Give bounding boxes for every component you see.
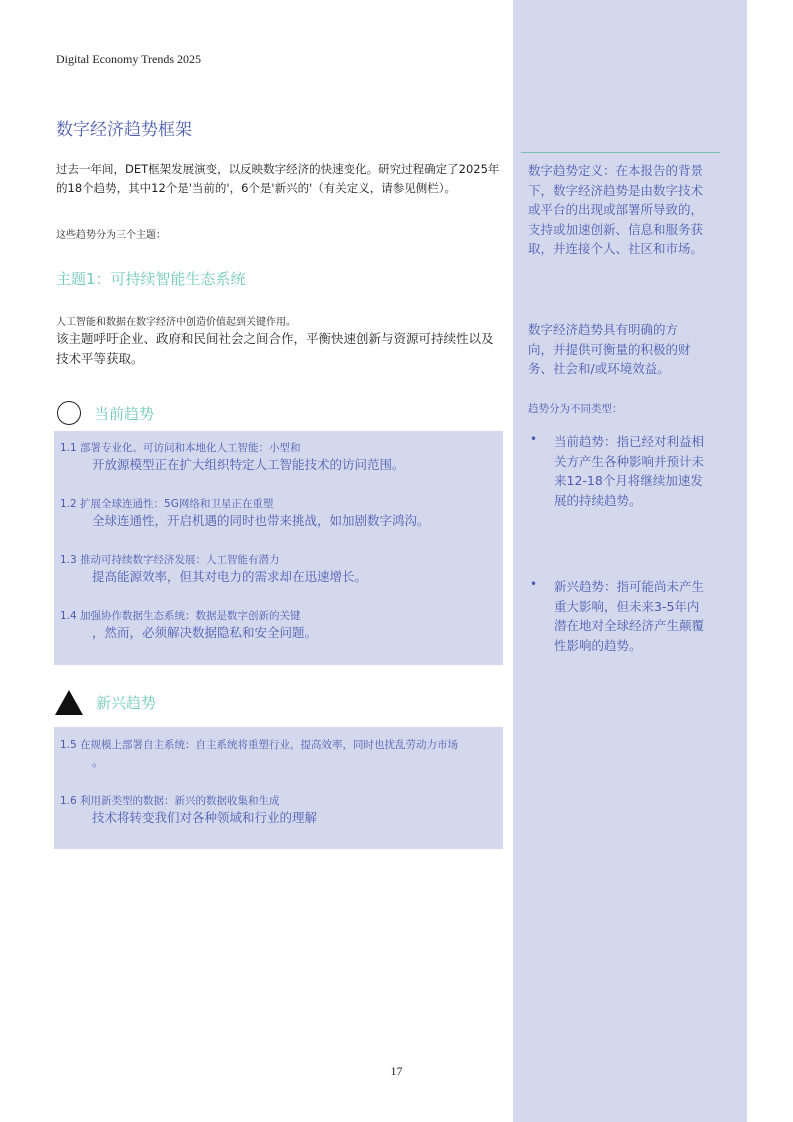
emerging-trends-label: 新兴趋势	[96, 694, 157, 712]
themes-intro: 这些趋势分为三个主题：	[56, 230, 166, 241]
trend-item	[60, 737, 495, 771]
emerging-trends-box	[54, 727, 503, 849]
current-trends-label: 当前趋势	[94, 404, 155, 423]
trend-item-body: 技术将转变我们对各种领域和行业的理解	[92, 810, 318, 825]
trend-item-body: 开放源模型正在扩大组织特定人工智能技术的访问范围。	[92, 457, 405, 472]
trend-item-body: ，然而，必须解决数据隐私和安全问题。	[92, 625, 318, 640]
bullet-icon: •	[530, 432, 538, 446]
running-header: Digital Economy Trends 2025	[56, 52, 202, 66]
sidebar-direction: 数字经济趋势具有明确的方向，并提供可衡量的积极的财务、社会和/或环境效益。	[528, 322, 691, 376]
current-trends-heading	[57, 401, 154, 425]
trend-item-heading: 1.2 扩展全球连通性：5G网络和卫星正在重塑	[60, 498, 274, 510]
intro-paragraph: 过去一年间，DET框架发展演变，以反映数字经济的快速变化。研究过程确定了2025年的18个趋势，其中12个是'当前的'，6个是'新兴的'（有关定义，请参见侧栏）。	[56, 162, 500, 195]
circle-icon	[57, 401, 81, 425]
sidebar-types-intro: 趋势分为不同类型：	[528, 403, 623, 415]
trend-item-body: 。	[92, 754, 105, 769]
trend-item	[60, 440, 495, 474]
current-trends-box	[54, 431, 503, 665]
trend-item-body: 全球连通性，开启机遇的同时也带来挑战，如加剧数字鸿沟。	[92, 513, 430, 528]
trend-item-body: 提高能源效率，但其对电力的需求却在迅速增长。	[92, 569, 368, 584]
sidebar-bullet-emerging	[530, 577, 709, 655]
trend-item-heading: 1.4 加强协作数据生态系统：数据是数字创新的关键	[60, 610, 301, 622]
theme-title: 主题1：可持续智能生态系统	[56, 270, 246, 288]
trend-item-heading: 1.3 推动可持续数字经济发展：人工智能有潜力	[60, 554, 280, 566]
bullet-icon: •	[530, 577, 538, 591]
sidebar-bullet-text: 新兴趋势：指可能尚未产生重大影响，但未来3-5年内潜在地对全球经济产生颠覆性影响的趋势。	[554, 579, 705, 653]
trend-item-heading: 1.6 利用新类型的数据：新兴的数据收集和生成	[60, 795, 280, 807]
sidebar-divider	[521, 152, 720, 153]
trend-item	[60, 496, 495, 530]
trend-item	[60, 793, 495, 827]
theme-description-line1: 人工智能和数据在数字经济中创造价值起到关键作用。	[56, 317, 296, 328]
page-title: 数字经济趋势框架	[56, 120, 192, 140]
trend-item-heading: 1.5 在规模上部署自主系统：自主系统将重塑行业，提高效率，同时也扰乱劳动力市场	[60, 739, 459, 751]
sidebar-bullet-text: 当前趋势：指已经对利益相关方产生各种影响并预计未来12-18个月将继续加速发展的持续趋势。	[554, 434, 705, 508]
trend-item	[60, 608, 495, 642]
trend-item-heading: 1.1 部署专业化、可访问和本地化人工智能：小型和	[60, 442, 301, 454]
page-number: 17	[390, 1064, 403, 1078]
trend-item	[60, 552, 495, 586]
triangle-icon	[55, 690, 83, 715]
sidebar-definition: 数字趋势定义：在本报告的背景下，数字经济趋势是由数字技术或平台的出现或部署所导致的，支持或加速创新、信息和服务获取，并连接个人、社区和市场。	[528, 163, 704, 256]
theme-description-line2: 该主题呼吁企业、政府和民间社会之间合作，平衡快速创新与资源可持续性以及技术平等获取。	[56, 331, 494, 366]
sidebar-bullet-current	[530, 432, 709, 510]
emerging-trends-heading	[55, 690, 156, 715]
